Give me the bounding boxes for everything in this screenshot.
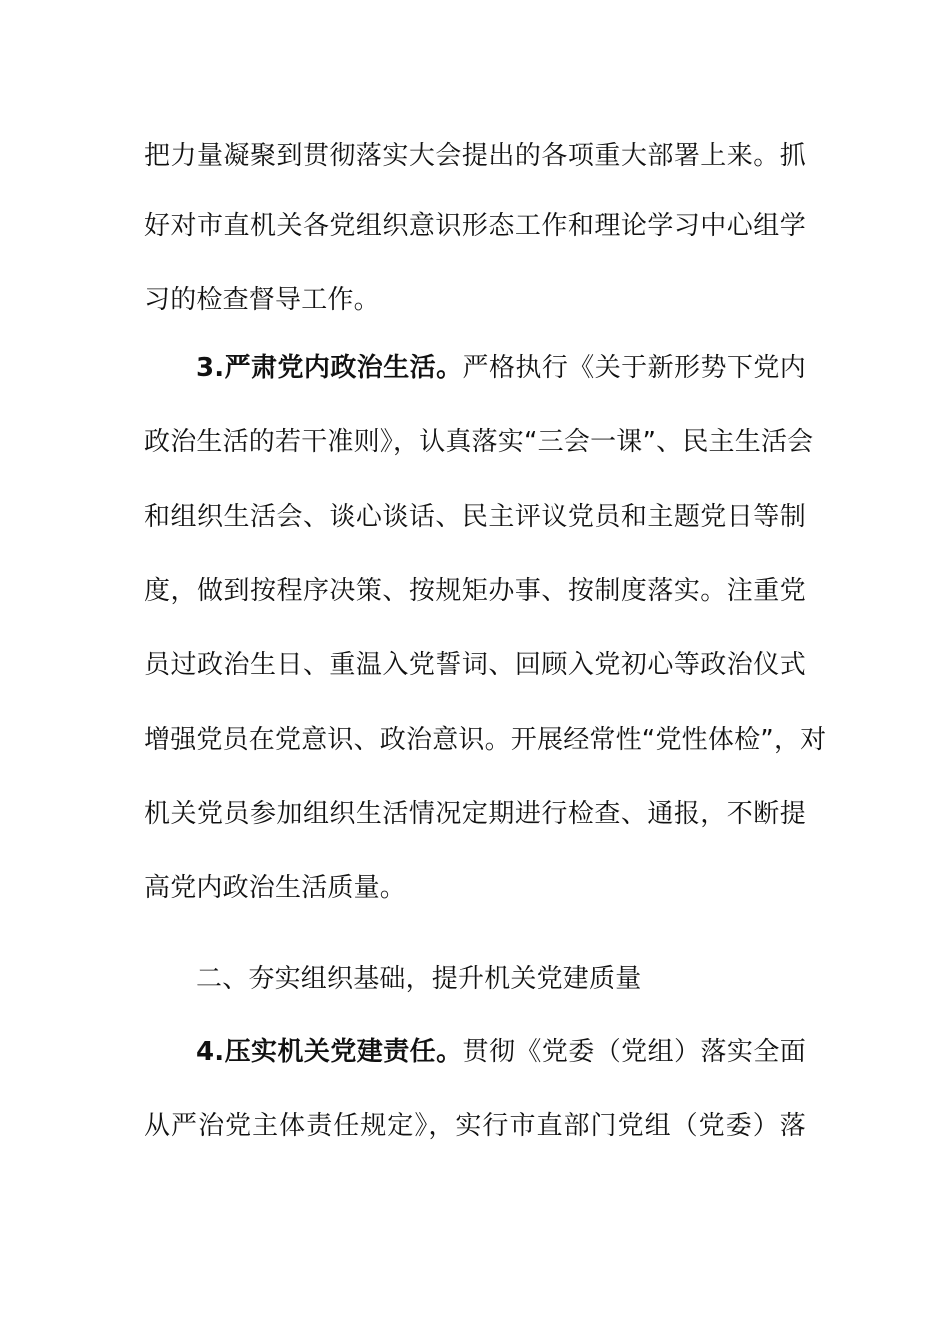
section-3-heading: 3.严肃党内政治生活。 [196, 353, 463, 383]
paragraph-line: 高党内政治生活质量。 [144, 873, 407, 903]
paragraph-line: 员过政治生日、重温入党誓词、回顾入党初心等政治仪式 [144, 650, 806, 680]
section-4-first-line-rest: 贯彻《党委（党组）落实全面 [462, 1037, 806, 1067]
part-2-heading: 二、夯实组织基础，提升机关党建质量 [196, 964, 642, 994]
paragraph-line: 习的检查督导工作。 [144, 285, 380, 315]
section-4-heading: 4.压实机关党建责任。 [196, 1037, 463, 1067]
paragraph-line: 度，做到按程序决策、按规矩办事、按制度落实。注重党 [144, 576, 806, 606]
paragraph-line: 增强党员在党意识、政治意识。开展经常性“党性体检”，对 [144, 725, 827, 755]
paragraph-line: 从严治党主体责任规定》，实行市直部门党组（党委）落 [144, 1111, 806, 1141]
section-3-first-line-rest: 严格执行《关于新形势下党内 [462, 353, 806, 383]
paragraph-line: 机关党员参加组织生活情况定期进行检查、通报，不断提 [144, 799, 806, 829]
paragraph-line: 政治生活的若干准则》，认真落实“三会一课”、民主生活会 [144, 427, 814, 457]
section-3-first-line [196, 351, 806, 385]
section-4-first-line [196, 1035, 806, 1069]
paragraph-line: 好对市直机关各党组织意识形态工作和理论学习中心组学 [144, 211, 806, 241]
paragraph-line: 把力量凝聚到贯彻落实大会提出的各项重大部署上来。抓 [144, 141, 806, 171]
paragraph-line: 和组织生活会、谈心谈话、民主评议党员和主题党日等制 [144, 502, 806, 532]
